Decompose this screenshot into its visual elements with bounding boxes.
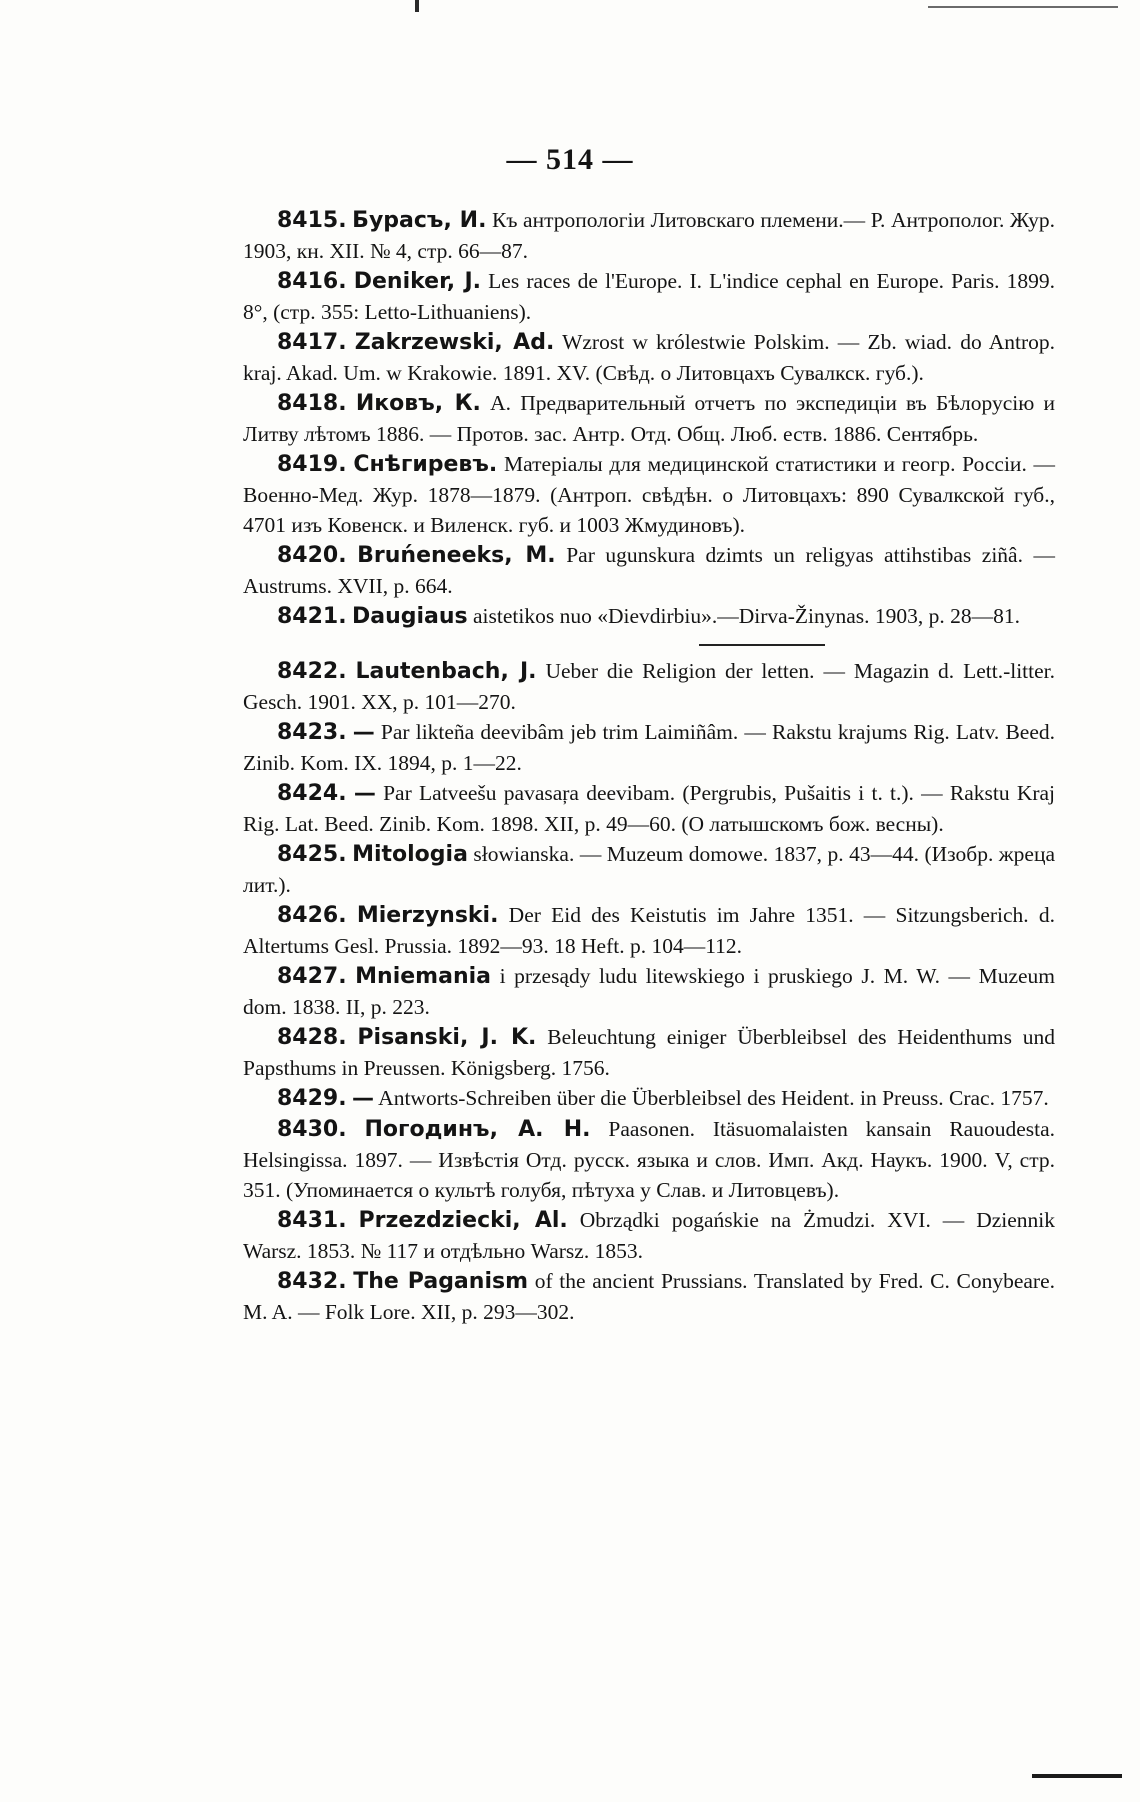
entry-text: Къ антропологіи Литовскаго племени.— Р. Антрополог. Жур. 1903, кн. XII. № 4, стр. 66—87. — [243, 208, 1056, 263]
entry-text: Paasonen. Itäsuomalaisten kansain Rauoudesta. Helsingissa. 1897. — Извѣстія Отд. русск. языка и слов. Имп. Акд. Наукъ. 1900. V, стр. 351. (Упоминается о культѣ голубя, пѣтуха у Слав. и Литовцевъ). — [243, 1117, 1056, 1202]
entry-number: 8427. — [277, 964, 347, 989]
entry-number: 8421. — [277, 604, 347, 629]
bibliography-entry — [243, 266, 1055, 327]
entry-author: Bruńeneeks, M. — [357, 543, 556, 568]
entry-author: Бурасъ, И. — [352, 208, 487, 233]
entry-author: Lautenbach, J. — [355, 659, 537, 684]
scan-artifact-bottom-right — [1032, 1766, 1122, 1778]
entry-number: 8429. — [277, 1086, 347, 1111]
entry-text: Par likteña deevibâm jeb trim Laimiñâm. — Rakstu krajums Rig. Latv. Beed. Zinib. Kom. IX. 1894, p. 1—22. — [243, 720, 1056, 775]
entry-number: 8432. — [277, 1269, 347, 1294]
entry-number: 8425. — [277, 842, 347, 867]
entry-text: Матеріалы для медицинской статистики и геогр. Россіи. — Военно-Мед. Жур. 1878—1879. (Антроп. свѣдѣн. о Литовцахъ: 890 Сувалкской губ., 4701 изъ Ковенск. и Виленск. губ. и 1003 Жмудиновъ). — [243, 452, 1056, 537]
bibliography-entry — [243, 900, 1055, 961]
entries-group-after — [243, 656, 1055, 1327]
bibliography-entry — [243, 656, 1055, 717]
entry-author: Mitologia — [352, 842, 468, 867]
bibliography-list — [243, 205, 1055, 1327]
entry-number: 8426. — [277, 903, 347, 928]
entry-text: Par ugunskura dzimts un religyas attihstibas ziñâ. — Austrums. XVII, p. 664. — [243, 543, 1056, 598]
entry-text: Les races de l'Europe. I. L'indice cephal en Europe. Paris. 1899. 8°, (стр. 355: Letto-Lithuaniens). — [243, 269, 1056, 324]
entry-text: Der Eid des Keistutis im Jahre 1351. — Sitzungsberich. d. Altertums Gesl. Prussia. 1892—93. 18 Heft. p. 104—112. — [243, 903, 1055, 958]
bibliography-entry — [243, 1022, 1055, 1083]
entry-number: 8416. — [277, 269, 347, 294]
entry-author: Mniemania — [355, 964, 491, 989]
scan-artifact-top-right — [928, 0, 1118, 8]
entry-author: The Paganism — [353, 1269, 529, 1294]
bibliography-entry — [243, 961, 1055, 1022]
entry-number: 8417. — [277, 330, 347, 355]
entry-number: 8422. — [277, 659, 347, 684]
entry-text: А. Предварительный отчетъ по экспедиціи въ Бѣлорусію и Литву лѣтомъ 1886. — Протов. зас. Антр. Отд. Общ. Люб. еств. 1886. Сентябрь. — [243, 391, 1055, 446]
entry-number: 8418. — [277, 391, 347, 416]
entry-number: 8419. — [277, 452, 347, 477]
entry-text: słowianska. — Muzeum domowe. 1837, p. 43—44. (Изобр. жреца лит.). — [243, 842, 1055, 897]
bibliography-entry — [243, 601, 1055, 632]
entry-author: Иковъ, К. — [355, 391, 481, 416]
bibliography-entry — [243, 778, 1055, 839]
entry-number: 8424. — [277, 781, 347, 806]
bibliography-entry — [243, 388, 1055, 449]
bibliography-entry — [243, 717, 1055, 778]
entry-text: Par Latveešu pavasaŗa deevibam. (Pergrubis, Pušaitis i t. t.). — Rakstu Kraj Rig. Lat. Beed. Zinib. Kom. 1898. XII, p. 49—60. (О латышскомъ бож. весны). — [243, 781, 1056, 836]
entry-number: 8430. — [277, 1117, 347, 1142]
entry-text: of the ancient Prussians. Translated by Fred. C. Conybeare. M. A. — Folk Lore. XII, p. 293—302. — [243, 1269, 1056, 1324]
entry-author: Снѣгиревъ. — [353, 452, 498, 477]
scan-artifact-top — [415, 0, 419, 12]
entry-number: 8423. — [277, 720, 347, 745]
bibliography-entry — [243, 205, 1055, 266]
entry-author: Pisanski, J. K. — [357, 1025, 537, 1050]
entries-group-before — [243, 205, 1055, 632]
entry-text: Beleuchtung einiger Überbleibsel des Heidenthums und Papsthums in Preussen. Königsberg. 1756. — [243, 1025, 1056, 1080]
entry-text: Ueber die Religion der letten. — Magazin d. Lett.-litter. Gesch. 1901. XX, p. 101—270. — [243, 659, 1056, 714]
entry-author: — — [353, 781, 376, 806]
bibliography-entry — [243, 1205, 1055, 1266]
entry-author: Daugiaus — [351, 604, 468, 629]
section-separator — [699, 644, 825, 646]
entry-number: 8431. — [277, 1208, 347, 1233]
bibliography-entry — [243, 327, 1055, 388]
bibliography-entry — [243, 1114, 1055, 1205]
entry-text: aistetikos nuo «Dievdirbiu».—Dirva-Žinynas. 1903, p. 28—81. — [473, 604, 1021, 628]
bibliography-entry — [243, 449, 1055, 540]
entry-author: Погодинъ, А. Н. — [364, 1117, 591, 1142]
entry-author: Przezdziecki, Al. — [358, 1208, 568, 1233]
entry-text: Antworts-Schreiben über die Überbleibsel des Heident. in Preuss. Crac. 1757. — [378, 1086, 1049, 1110]
entry-text: i przesądy ludu litewskiego i pruskiego J. M. W. — Muzeum dom. 1838. II, p. 223. — [243, 964, 1056, 1019]
entry-text: Obrządki pogańskie na Żmudzi. XVI. — Dziennik Warsz. 1853. № 117 и отдѣльно Warsz. 1853. — [243, 1208, 1056, 1263]
entry-number: 8428. — [277, 1025, 347, 1050]
entry-author: — — [351, 1086, 374, 1111]
entry-number: 8415. — [277, 208, 347, 233]
entry-author: Zakrzewski, Ad. — [354, 330, 555, 355]
entry-author: Mierzynski. — [356, 903, 499, 928]
entry-author: Deniker, J. — [353, 269, 482, 294]
bibliography-entry — [243, 1266, 1055, 1327]
entry-author: — — [352, 720, 375, 745]
bibliography-entry — [243, 540, 1055, 601]
entry-text: Wzrost w królestwie Polskim. — Zb. wiad. do Antrop. kraj. Akad. Um. w Krakowie. 1891. XV. (Свѣд. о Литовцахъ Сувалкск. губ.). — [243, 330, 1055, 385]
bibliography-entry — [243, 839, 1055, 900]
page-number: — 514 — — [506, 143, 634, 176]
entry-number: 8420. — [277, 543, 347, 568]
bibliography-entry — [243, 1083, 1055, 1114]
